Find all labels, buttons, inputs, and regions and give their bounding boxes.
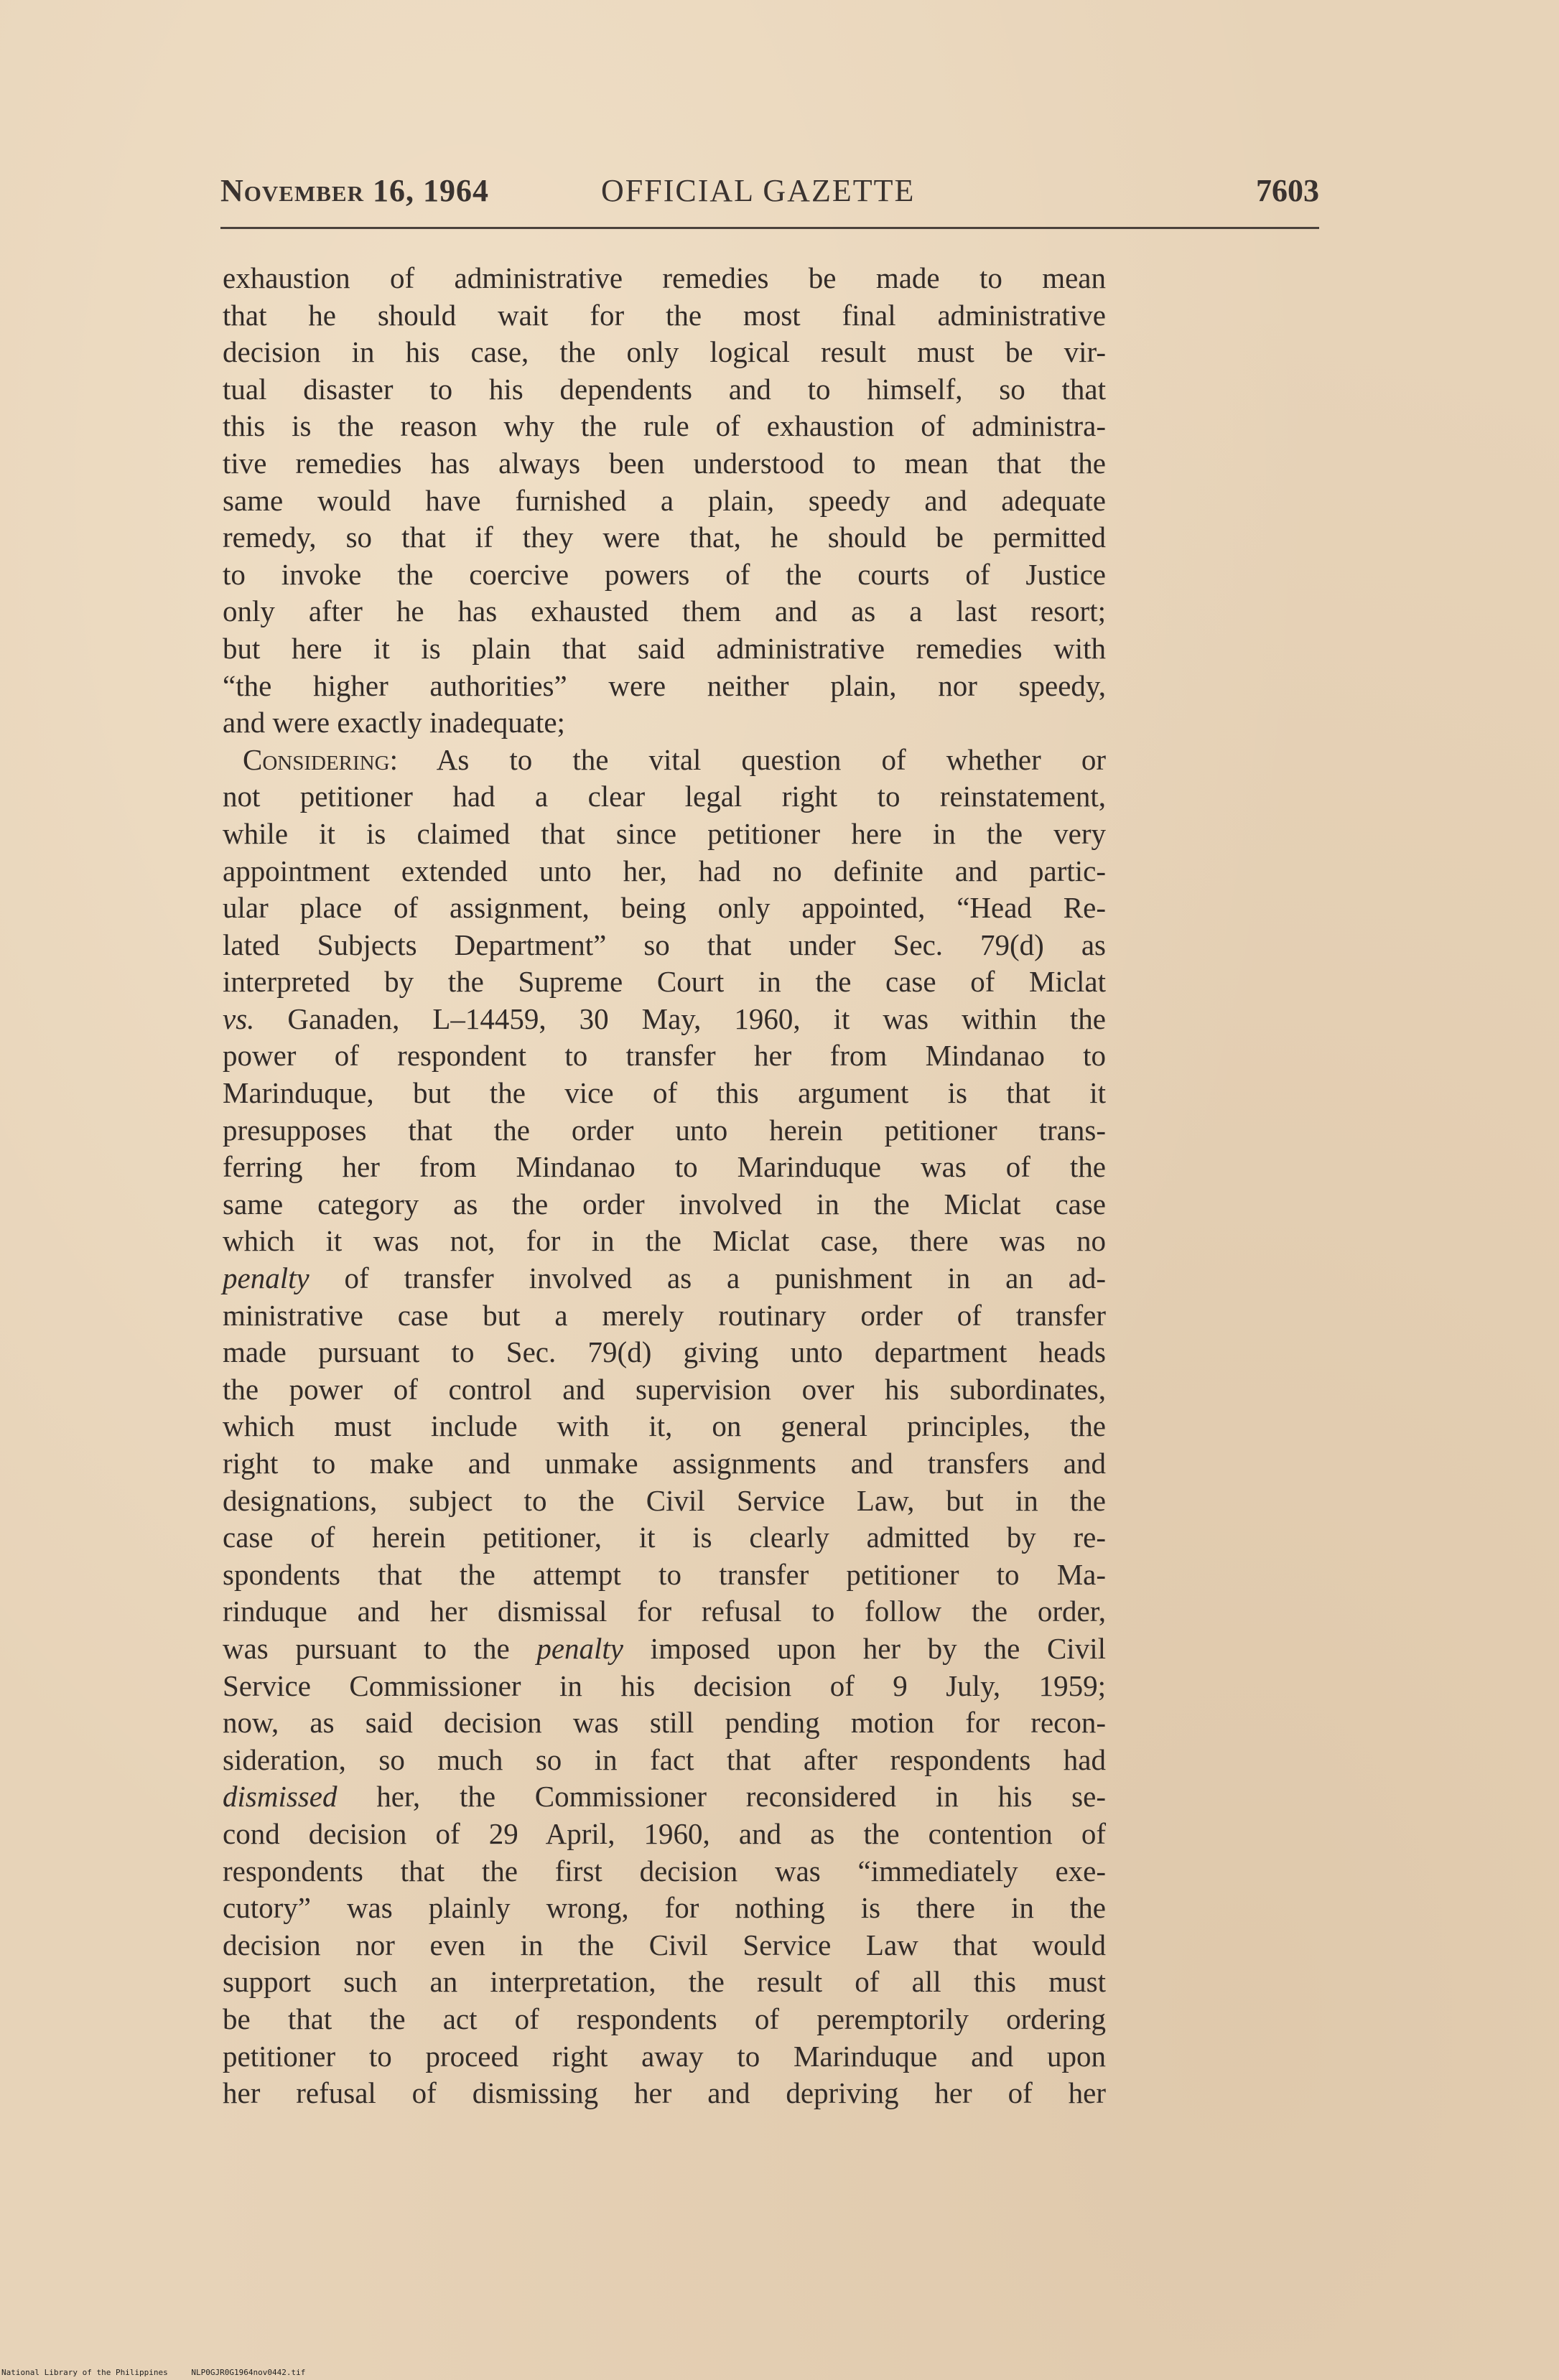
text-line: cond decision of 29 April, 1960, and as the contention of [223, 1816, 1106, 1850]
text-line: tive remedies has always been understood to mean that the [223, 446, 1106, 480]
text-line: penalty of transfer involved as a punishment in an ad- [223, 1261, 1106, 1295]
text-line: Marinduque, but the vice of this argument is that it [223, 1076, 1106, 1110]
text-line: only after he has exhausted them and as a last resort; [223, 594, 1106, 628]
text-line: lated Subjects Department” so that under Sec. 79(d) as [223, 928, 1106, 961]
text-line: dismissed her, the Commissioner reconsidered in his se- [223, 1780, 1106, 1814]
text-line: now, as said decision was still pending motion for recon- [223, 1706, 1106, 1740]
text-line: not petitioner had a clear legal right to reinstatement, [223, 780, 1106, 813]
header-rule [220, 227, 1319, 229]
text-line: rinduque and her dismissal for refusal to follow the order, [223, 1595, 1106, 1628]
text-line: presupposes that the order unto herein petitioner trans- [223, 1113, 1106, 1147]
text-line: appointment extended unto her, had no definite and partic- [223, 854, 1106, 887]
text-line: vs. Ganaden, L–14459, 30 May, 1960, it was within the [223, 1002, 1106, 1035]
publication-title: OFFICIAL GAZETTE [601, 173, 916, 208]
body-text [223, 260, 1106, 2112]
text-line: petitioner to proceed right away to Marinduque and upon [223, 2039, 1106, 2073]
scan-footer [1, 2368, 305, 2377]
text-line: same would have furnished a plain, speedy and adequate [223, 483, 1106, 517]
text-line: tual disaster to his dependents and to himself, so that [223, 372, 1106, 406]
text-line: that he should wait for the most final administrative [223, 298, 1106, 332]
text-line: to invoke the coercive powers of the courts of Justice [223, 557, 1106, 591]
library-credit: National Library of the Philippines [1, 2368, 168, 2377]
text-line: spondents that the attempt to transfer petitioner to Ma- [223, 1557, 1106, 1591]
text-line: which must include with it, on general principles, the [223, 1409, 1106, 1443]
text-line: be that the act of respondents of peremptorily ordering [223, 2002, 1106, 2035]
text-line: sideration, so much so in fact that after respondents had [223, 1742, 1106, 1776]
text-line: decision in his case, the only logical result must be vir- [223, 335, 1106, 369]
text-line: ferring her from Mindanao to Marinduque was of the [223, 1150, 1106, 1184]
text-line: ministrative case but a merely routinary order of transfer [223, 1298, 1106, 1332]
text-line: was pursuant to the penalty imposed upon her by the Civil [223, 1631, 1106, 1665]
text-line-considering: Considering: As to the vital question of whether or [243, 742, 1106, 776]
text-line: interpreted by the Supreme Court in the case of Miclat [223, 965, 1106, 999]
text-line: respondents that the first decision was “immediately exe- [223, 1854, 1106, 1887]
text-line: but here it is plain that said administrative remedies with [223, 631, 1106, 665]
text-line: decision nor even in the Civil Service Law that would [223, 1928, 1106, 1961]
text-line: ular place of assignment, being only appointed, “Head Re- [223, 891, 1106, 925]
text-line: made pursuant to Sec. 79(d) giving unto department heads [223, 1335, 1106, 1369]
text-line: case of herein petitioner, it is clearly admitted by re- [223, 1521, 1106, 1554]
text-line: her refusal of dismissing her and depriving her of her [223, 2076, 1106, 2110]
text-line: while it is claimed that since petitioner here in the very [223, 816, 1106, 850]
issue-date: November 16, 1964 [220, 173, 489, 208]
scan-filename: NLP0GJR0G1964nov0442.tif [191, 2368, 306, 2377]
page-number: 7603 [1256, 173, 1319, 208]
page-header [220, 172, 1319, 215]
text-line: exhaustion of administrative remedies be made to mean [223, 261, 1106, 294]
text-line: remedy, so that if they were that, he should be permitted [223, 521, 1106, 554]
text-line: which it was not, for in the Miclat case, there was no [223, 1224, 1106, 1258]
text-line: designations, subject to the Civil Service Law, but in the [223, 1483, 1106, 1517]
text-line: this is the reason why the rule of exhaustion of administra- [223, 409, 1106, 443]
text-line: Service Commissioner in his decision of 9 July, 1959; [223, 1669, 1106, 1702]
text-line: “the higher authorities” were neither plain, nor speedy, [223, 668, 1106, 702]
text-line: the power of control and supervision over his subordinates, [223, 1372, 1106, 1406]
text-line: support such an interpretation, the result of all this must [223, 1965, 1106, 1999]
text-line: same category as the order involved in the Miclat case [223, 1187, 1106, 1221]
text-line: cutory” was plainly wrong, for nothing is there in the [223, 1891, 1106, 1925]
text-line: right to make and unmake assignments and transfers and [223, 1447, 1106, 1480]
text-line: power of respondent to transfer her from Mindanao to [223, 1039, 1106, 1073]
text-line: and were exactly inadequate; [223, 706, 565, 739]
